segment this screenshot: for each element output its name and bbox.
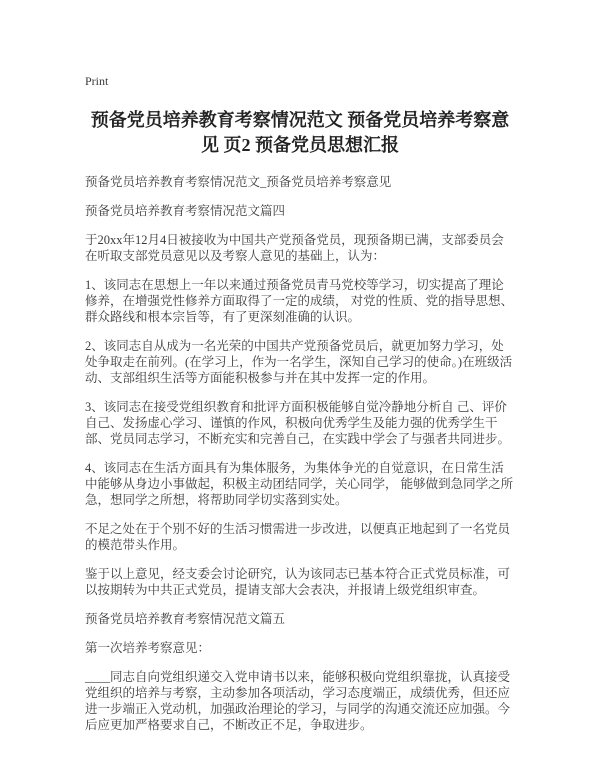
paragraph: 1、该同志在思想上一年以来通过预备党员青马党校等学习，切实提高了理论修养，在增强党性修养方面取得了一定的成绩， 对党的性质、党的指导思想、群众路线和根本宗旨等，有了更深刻准确的认识。	[85, 278, 514, 324]
paragraph: 鉴于以上意见，经支委会讨论研究，认为该同志已基本符合正式党员标准，可以按期转为中共正式党员，提请支部大会表决，并报请上级党组织审查。	[85, 567, 511, 597]
print-link[interactable]: Print	[85, 74, 109, 88]
section-heading-part4: 预备党员培养教育考察情况范文篇四	[85, 204, 286, 218]
paragraph: 不足之处在于个别不好的生活习惯需进一步改进，以便真正地起到了一名党员的模范带头作用。	[85, 522, 511, 552]
paragraph: 2、该同志自从成为一名光荣的中国共产党预备党员后，就更加努力学习，处处争取走在前列。(在学习上，作为一名学生，深知自己学习的使命。)在班级活动、支部组织生活等方面能积极参与并在其中发挥一定的作用。	[85, 339, 513, 385]
section-heading-part5: 预备党员培养教育考察情况范文篇五	[85, 612, 286, 626]
page-title: 预备党员培养教育考察情况范文 预备党员培养考察意见 页2 预备党员思想汇报	[90, 110, 510, 155]
paragraph: 第一次培养考察意见：	[85, 641, 211, 655]
paragraph: 4、该同志在生活方面具有为集体服务，为集体争光的自觉意识，在日常生活中能够从身边小事做起，积极主动团结同学，关心同学， 能够做到急同学之所急，想同学之所想，将帮助同学切实落到实处。	[85, 461, 514, 507]
paragraph: ____同志自向党组织递交入党申请书以来，能够积极向党组织靠拢，认真接受党组织的培养与考察，主动参加各项活动，学习态度端正，成绩优秀，但还应进一步端正入党动机，加强政治理论的学习，与同学的沟通交流还应加强。今后应更加严格要求自己，不断改正不足，争取进步。	[85, 670, 511, 732]
paragraph: 3、该同志在接受党组织教育和批评方面积极能够自觉冷静地分析自 己、评价自己、发扬虚心学习、谨慎的作风，积极向优秀学生及能力强的优秀学生干部、党员同志学习，不断充实和完善自己，在实践中学会了与强者共同进步。	[85, 400, 511, 446]
paragraph: 于20xx年12月4日被接收为中国共产党预备党员，现预备期已满，支部委员会在听取支部党员意见以及考察人意见的基础上，认为：	[85, 233, 504, 263]
doc-subtitle: 预备党员培养教育考察情况范文_预备党员培养考察意见	[85, 175, 392, 189]
